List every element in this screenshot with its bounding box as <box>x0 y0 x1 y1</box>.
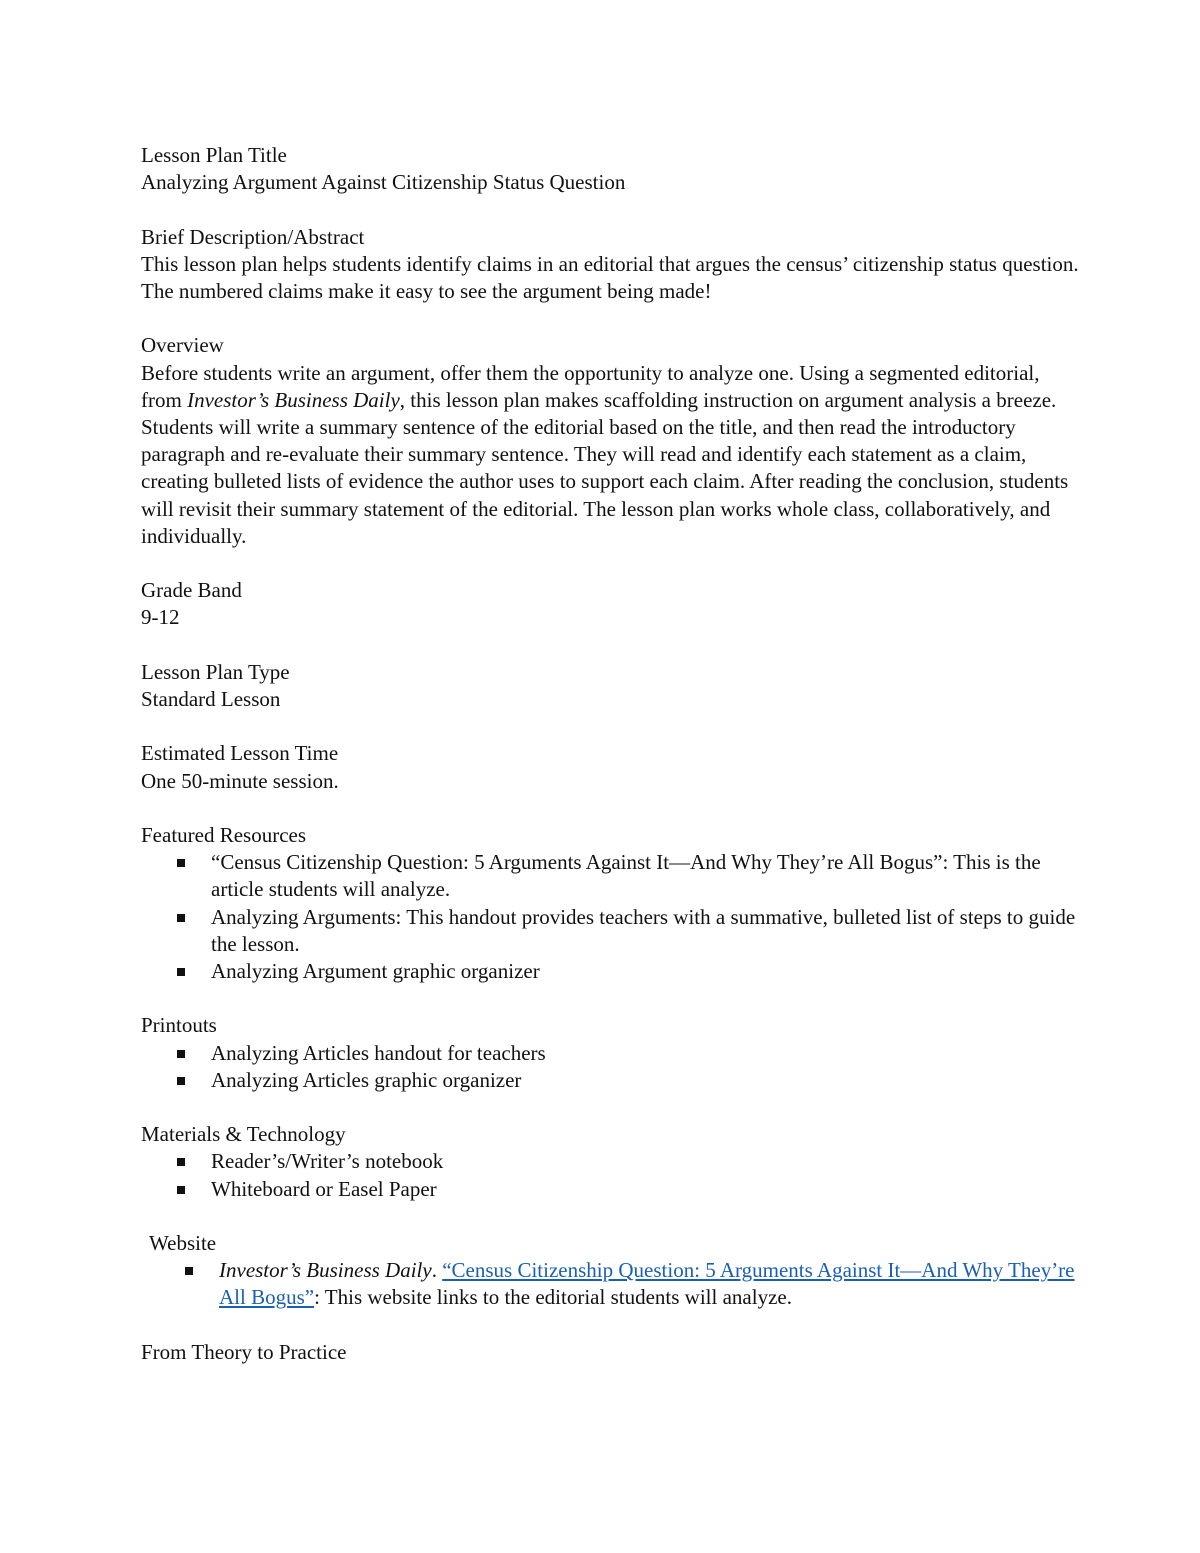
abstract-text: This lesson plan helps students identify claims in an editorial that argues the census’ citizenship status question. The numbered claims make it easy to see the argument being made! <box>141 251 1079 303</box>
website-section <box>141 1230 1080 1312</box>
editorial-link[interactable]: “Census Citizenship Question: 5 Arguments Against It—And Why They’re All Bogus” <box>219 1258 1075 1310</box>
list-item-text: “Census Citizenship Question: 5 Arguments Against It—And Why They’re All Bogus”: This is the article students will analyze. <box>211 850 1041 902</box>
overview-publication: Investor’s Business Daily <box>187 387 400 412</box>
abstract-heading: Brief Description/Abstract <box>141 224 365 249</box>
overview-text-end: , this lesson plan makes scaffolding instruction on argument analysis a breeze. Students will write a summary sentence of the editorial based on the title, and then read the introductory paragraph and re-evaluate their summary sentence. They will read and identify each statement as a claim, creating bulleted lists of evidence the author uses to support each claim. After reading the conclusion, students will revisit their summary statement of the editorial. The lesson plan works whole class, collaboratively, and individually. <box>141 387 1069 548</box>
list-item-text: Whiteboard or Easel Paper <box>211 1176 437 1201</box>
overview-text-start: Before students write an argument, offer them the opportunity to analyze one. Using a segmented editorial, from <box>141 360 1040 412</box>
website-heading: Website <box>149 1230 217 1255</box>
square-bullet-icon <box>177 1050 185 1058</box>
lesson-type-value: Standard Lesson <box>141 687 281 711</box>
list-item <box>211 849 1080 903</box>
square-bullet-icon <box>177 968 185 976</box>
list-item <box>211 904 1080 958</box>
lesson-time-value: One 50-minute session. <box>141 768 339 793</box>
list-item <box>211 1040 1080 1067</box>
list-item <box>211 1148 1080 1175</box>
list-item-text: Analyzing Argument graphic organizer <box>211 959 540 983</box>
list-item-text: Analyzing Articles graphic organizer <box>211 1067 522 1092</box>
materials-heading: Materials & Technology <box>141 1122 346 1147</box>
overview-heading: Overview <box>141 333 224 358</box>
lesson-type-heading: Lesson Plan Type <box>141 659 290 684</box>
list-item-text: Analyzing Arguments: This handout provides teachers with a summative, bulleted list of steps to guide the lesson. <box>211 904 1076 956</box>
lesson-title-section <box>141 142 1080 196</box>
featured-resources-list <box>141 849 1080 985</box>
lesson-title-value: Analyzing Argument Against Citizenship Status Question <box>141 170 626 195</box>
square-bullet-icon <box>177 1158 185 1166</box>
website-separator: . <box>431 1258 443 1283</box>
featured-resources-section <box>141 822 1080 985</box>
theory-heading: From Theory to Practice <box>141 1339 347 1364</box>
printouts-section <box>141 1012 1080 1094</box>
website-list <box>149 1257 1080 1311</box>
square-bullet-icon <box>177 1186 185 1194</box>
square-bullet-icon <box>177 859 185 867</box>
website-description: : This website links to the editorial students will analyze. <box>314 1285 792 1310</box>
materials-section <box>141 1121 1080 1203</box>
list-item <box>219 1257 1080 1311</box>
printouts-heading: Printouts <box>141 1013 217 1038</box>
overview-section <box>141 332 1080 550</box>
printouts-list <box>141 1040 1080 1094</box>
lesson-type-section <box>141 659 1080 713</box>
overview-text <box>141 360 1080 550</box>
grade-band-value: 9-12 <box>141 605 180 630</box>
lesson-title-heading: Lesson Plan Title <box>141 143 287 167</box>
list-item <box>211 1176 1080 1203</box>
lesson-time-heading: Estimated Lesson Time <box>141 741 339 766</box>
square-bullet-icon <box>177 1077 185 1085</box>
featured-resources-heading: Featured Resources <box>141 822 307 847</box>
website-publication: Investor’s Business Daily <box>219 1258 432 1283</box>
list-item-text: Reader’s/Writer’s notebook <box>211 1149 444 1174</box>
grade-band-section <box>141 577 1080 631</box>
materials-list <box>141 1148 1080 1202</box>
grade-band-heading: Grade Band <box>141 578 242 603</box>
square-bullet-icon <box>185 1267 193 1275</box>
list-item-text: Analyzing Articles handout for teachers <box>211 1040 546 1065</box>
lesson-time-section <box>141 740 1080 794</box>
list-item <box>211 958 1080 985</box>
abstract-section <box>141 224 1080 306</box>
theory-section <box>141 1339 1080 1366</box>
square-bullet-icon <box>177 914 185 922</box>
list-item <box>211 1067 1080 1094</box>
